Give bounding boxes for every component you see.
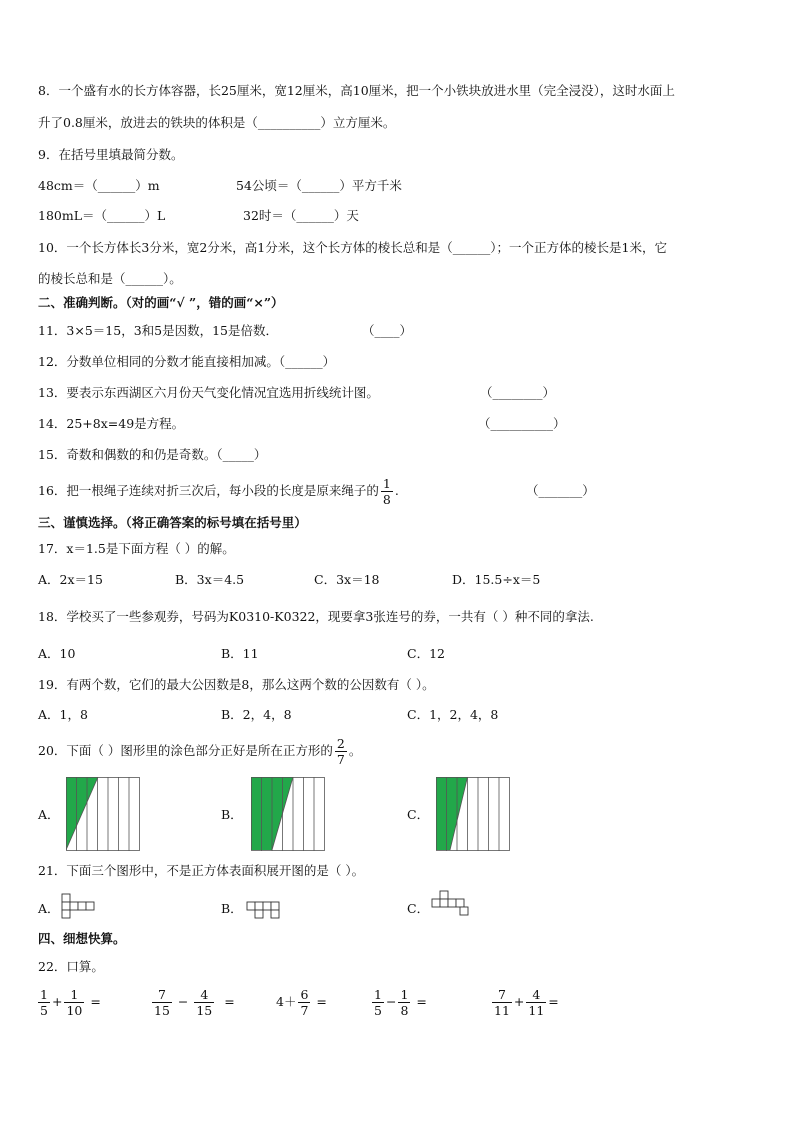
q16-text: 16．把一根绳子连续对折三次后，每小段的长度是原来绳子的 <box>38 483 379 498</box>
q20-option-a-label: A． <box>38 807 60 822</box>
q21-text: 21．下面三个图形中，不是正方体表面积展开图的是（ ）。 <box>38 863 365 878</box>
q20-line <box>38 734 361 768</box>
q22-2-num1: 7 <box>157 987 166 1002</box>
q22-2-num2: 4 <box>200 987 209 1002</box>
q14-text: 14．25+8x=49是方程。 <box>38 416 185 431</box>
q16-line <box>38 474 399 508</box>
q20-text: 20．下面（ ）图形里的涂色部分正好是所在正方形的 <box>38 743 333 758</box>
q8-line2: 升了0.8厘米，放进去的铁块的体积是（__________）立方厘米。 <box>38 115 396 130</box>
q22-5-num2: 4 <box>532 987 541 1002</box>
q20-end: 。 <box>348 743 362 758</box>
q9-c: 180mL＝（______）L <box>38 208 166 223</box>
q17-option-c: C．3x＝18 <box>314 572 380 587</box>
q21-option-b-label: B． <box>221 901 243 916</box>
q13-blank: （________） <box>480 385 556 400</box>
q12-text: 12．分数单位相同的分数才能直接相加减。（______） <box>38 354 336 369</box>
q22-1-den1: 5 <box>40 1003 48 1018</box>
q18-option-b: B．11 <box>221 646 259 661</box>
q22-3-num: 6 <box>300 987 309 1002</box>
q22-3-eq: = <box>316 994 327 1009</box>
q10-line1: 10．一个长方体长3分米，宽2分米，高1分米，这个长方体的棱长总和是（______）；一个正方体的棱长是1米，它 <box>38 240 667 255</box>
q22-item-2 <box>150 982 235 1022</box>
q22-5-den1: 11 <box>494 1003 510 1018</box>
q19-option-c: C．1，2，4，8 <box>407 707 499 722</box>
q22-2-den2: 15 <box>196 1003 213 1018</box>
q21-net-a <box>60 893 102 923</box>
section2-heading: 二、准确判断。（对的画“√ ”，错的画“×”） <box>38 295 284 310</box>
q20-denominator: 7 <box>336 752 345 767</box>
q22-item-4 <box>370 982 427 1022</box>
q21-net-b <box>245 893 287 923</box>
q22-4-num2: 1 <box>400 987 409 1002</box>
q22-title: 22．口算。 <box>38 959 104 974</box>
q22-1-num2: 1 <box>70 987 79 1002</box>
q17-option-b: B．3x＝4.5 <box>175 572 245 587</box>
q22-item-1 <box>36 982 101 1022</box>
q16-end: . <box>394 483 399 498</box>
q11-blank: （____） <box>362 323 413 338</box>
q9-title: 9．在括号里填最简分数。 <box>38 147 184 162</box>
q21-option-a-label: A． <box>38 901 60 916</box>
q20-option-c-label: C． <box>407 807 430 822</box>
section3-heading: 三、谨慎选择。（将正确答案的标号填在括号里） <box>38 515 307 530</box>
q16-fraction <box>381 476 393 507</box>
q22-item-5 <box>490 982 559 1022</box>
q20-figure-a <box>66 777 140 851</box>
q22-2-op: − <box>177 994 189 1009</box>
q13-text: 13．要表示东西湖区六月份天气变化情况宜选用折线统计图。 <box>38 385 379 400</box>
q20-numerator: 2 <box>336 736 345 751</box>
q22-4-den1: 5 <box>374 1003 382 1018</box>
q20-figure-b <box>251 777 325 851</box>
q11-text: 11．3×5＝15，3和5是因数，15是倍数． <box>38 323 279 338</box>
q22-item-3 <box>276 982 327 1022</box>
q22-2-den1: 15 <box>154 1003 170 1018</box>
q22-1-op: + <box>51 994 63 1009</box>
q16-numerator: 1 <box>382 476 391 491</box>
q20-option-b-label: B． <box>221 807 243 822</box>
q18-text: 18．学校买了一些参观券，号码为K0310-K0322，现要拿3张连号的券，一共有（ ）种不同的拿法. <box>38 609 594 624</box>
q20-fraction <box>335 736 347 767</box>
q22-1-eq: = <box>90 994 101 1009</box>
q16-denominator: 8 <box>382 492 391 507</box>
q21-net-c <box>430 889 474 923</box>
q21-option-c-label: C． <box>407 901 430 916</box>
q22-1-num1: 1 <box>40 987 48 1002</box>
q22-4-den2: 8 <box>400 1003 409 1018</box>
q18-option-c: C．12 <box>407 646 445 661</box>
q19-option-b: B．2，4，8 <box>221 707 292 722</box>
q14-blank: （__________） <box>478 416 566 431</box>
q16-blank: （_______） <box>526 483 595 498</box>
q22-5-den2: 11 <box>528 1003 545 1018</box>
q22-5-op: + <box>513 994 525 1009</box>
q15-text: 15．奇数和偶数的和仍是奇数。（_____） <box>38 447 267 462</box>
q22-1-den2: 10 <box>66 1003 83 1018</box>
q22-3-den: 7 <box>300 1003 309 1018</box>
q20-figure-c <box>436 777 510 851</box>
q22-5-eq: = <box>548 994 559 1009</box>
q22-2-eq: = <box>224 994 235 1009</box>
q9-d: 32时＝（______）天 <box>243 208 359 223</box>
q22-4-op: − <box>385 994 397 1009</box>
q22-5-num1: 7 <box>497 987 506 1002</box>
q22-3-pre: 4＋ <box>276 994 297 1009</box>
q19-option-a: A．1，8 <box>38 707 88 722</box>
section4-heading: 四、细想快算。 <box>38 931 126 946</box>
q10-line2: 的棱长总和是（______）。 <box>38 271 182 286</box>
q9-b: 54公顷＝（______）平方千米 <box>236 178 402 193</box>
q22-4-eq: = <box>416 994 427 1009</box>
q18-option-a: A．10 <box>38 646 76 661</box>
q8-line1: 8．一个盛有水的长方体容器，长25厘米，宽12厘米，高10厘米，把一个小铁块放进水里（完全浸没），这时水面上 <box>38 83 675 98</box>
q17-text: 17．x＝1.5是下面方程（ ）的解。 <box>38 541 235 556</box>
q17-option-a: A．2x＝15 <box>38 572 103 587</box>
q22-4-num1: 1 <box>374 987 382 1002</box>
q19-text: 19．有两个数，它们的最大公因数是8，那么这两个数的公因数有（ ）。 <box>38 677 435 692</box>
q9-a: 48cm＝（______）m <box>38 178 160 193</box>
q17-option-d: D．15.5÷x＝5 <box>452 572 541 587</box>
